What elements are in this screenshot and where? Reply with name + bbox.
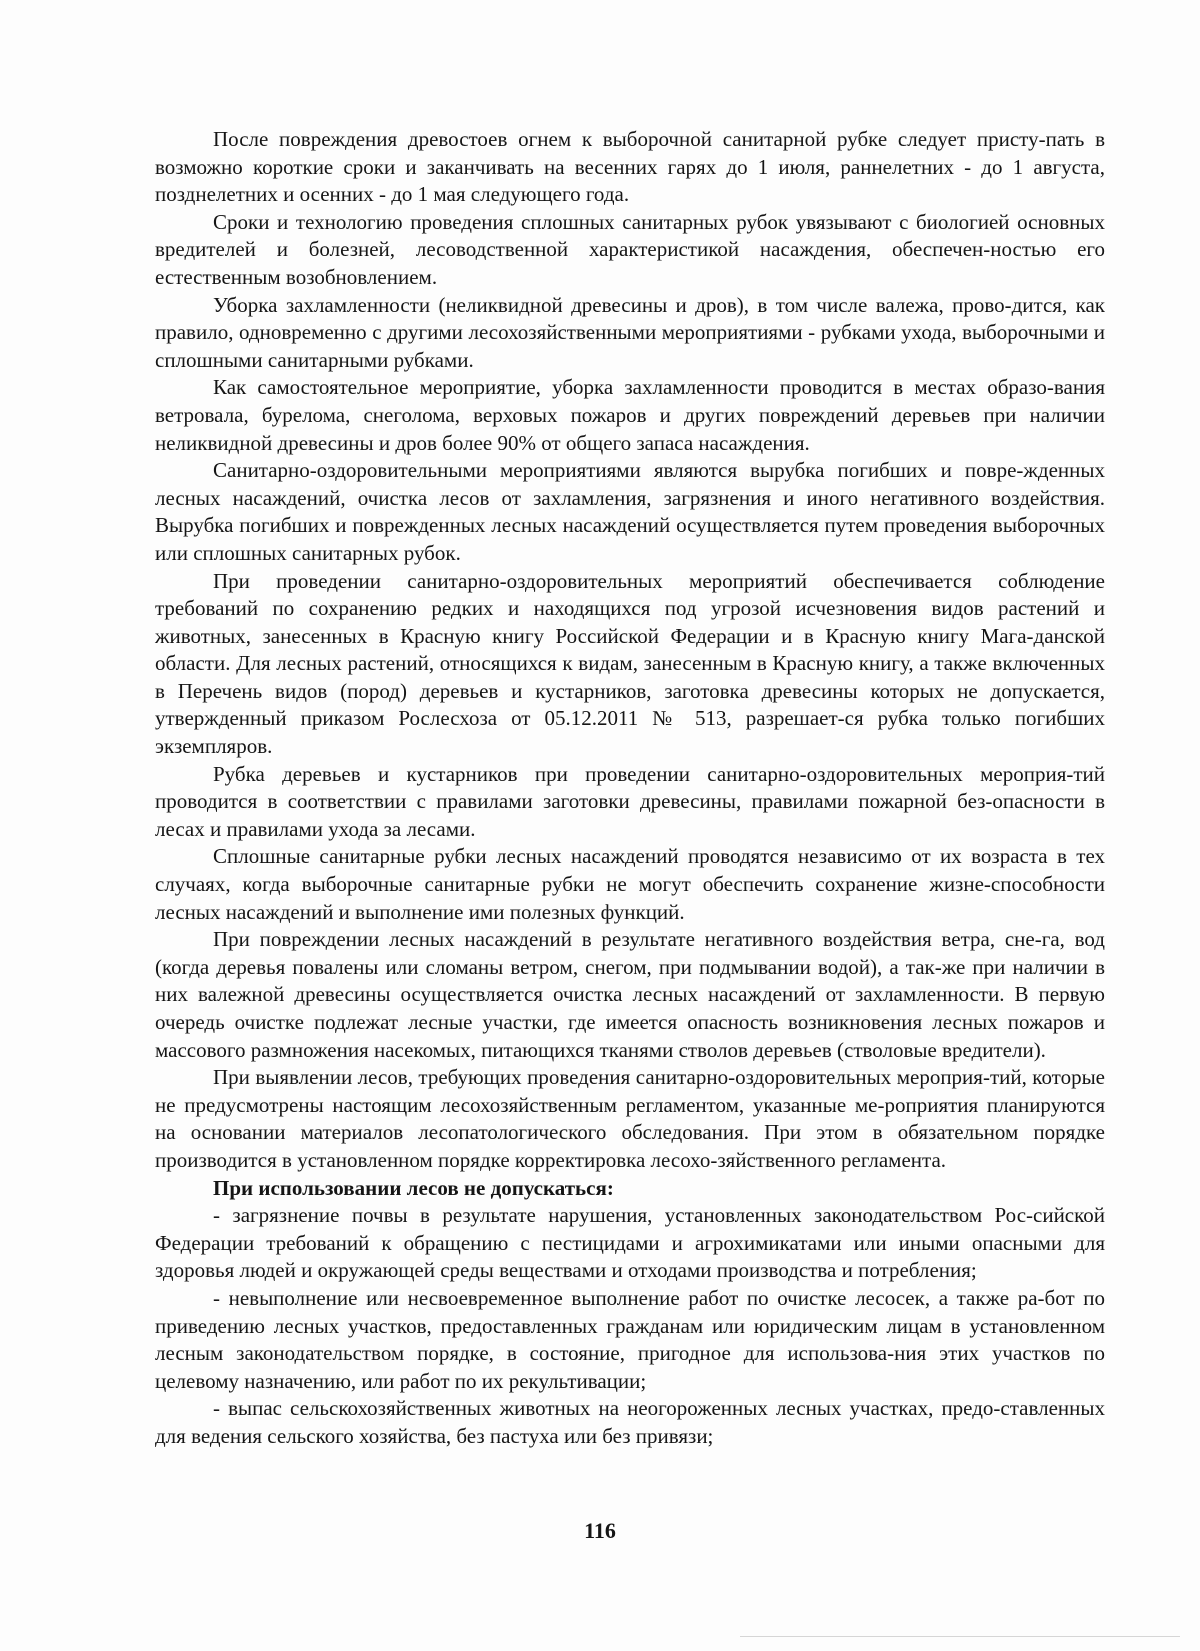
paragraph: Санитарно-оздоровительными мероприятиями являются вырубка погибших и повре-жденных лесных насаждений, очистка лесов от захламления, загрязнения и иного негативного воздействия. Вырубка погибших и поврежденных лесных насаждений осуществляется путем проведения выборочных или сплошных санитарных рубок. xyxy=(155,458,1105,565)
restriction-item: - загрязнение почвы в результате нарушения, установленных законодательством Рос-сийской Федерации требований к обращению с пестицидами и агрохимикатами или иными опасными для здоровья людей и окружающей среды веществами и отходами производства и потребления; xyxy=(155,1203,1105,1283)
document-body xyxy=(155,126,1105,1451)
restriction-item: - выпас сельскохозяйственных животных на неогороженных лесных участках, предо-ставленных для ведения сельского хозяйства, без пастуха или без привязи; xyxy=(155,1396,1105,1448)
page-number: 116 xyxy=(584,1518,616,1543)
paragraph: Сроки и технологию проведения сплошных санитарных рубок увязывают с биологией основных вредителей и болезней, лесоводственной характеристикой насаждения, обеспечен-ностью его естественным возобновлением. xyxy=(155,209,1105,289)
paragraph: При проведении санитарно-оздоровительных мероприятий обеспечивается соблюдение требований по сохранению редких и находящихся под угрозой исчезновения видов растений и животных, занесенных в Красную книгу Российской Федерации и в Красную книгу Мага-данской области. Для лесных растений, относящихся к видам, занесенным в Красную книгу, а также включенных в Перечень видов (пород) деревьев и кустарников, заготовка древесины которых не допускается, утвержденный приказом Рослесхоза от 05.12.2011 № 513, разрешает-ся рубка только погибших экземпляров. xyxy=(155,568,1105,759)
paragraph: Рубка деревьев и кустарников при проведении санитарно-оздоровительных мероприя-тий проводится в соответствии с правилами заготовки древесины, правилами пожарной без-опасности в лесах и правилами ухода за лесами. xyxy=(155,761,1105,841)
paragraph: После повреждения древостоев огнем к выборочной санитарной рубке следует присту-пать в возможно короткие сроки и заканчивать на весенних гарях до 1 июля, раннелетних - до 1 августа, позднелетних и осенних - до 1 мая следующего года. xyxy=(155,127,1105,207)
paragraph: При выявлении лесов, требующих проведения санитарно-оздоровительных мероприя-тий, которые не предусмотрены настоящим лесохозяйственным регламентом, указанные ме-роприятия планируются на основании материалов лесопатологического обследования. При этом в обязательном порядке производится в установленном порядке корректировка лесохо-зяйственного регламента. xyxy=(155,1065,1105,1172)
paragraph: Уборка захламленности (неликвидной древесины и дров), в том числе валежа, прово-дится, как правило, одновременно с другими лесохозяйственными мероприятиями - рубками ухода, выборочными и сплошными санитарными рубками. xyxy=(155,292,1105,372)
paragraph: Сплошные санитарные рубки лесных насаждений проводятся независимо от их возраста в тех случаях, когда выборочные санитарные рубки не могут обеспечить сохранение жизне-способности лесных насаждений и выполнение ими полезных функций. xyxy=(155,844,1105,924)
restrictions-heading: При использовании лесов не допускаться: xyxy=(213,1175,614,1200)
restriction-item: - невыполнение или несвоевременное выполнение работ по очистке лесосек, а также ра-бот по приведению лесных участков, предоставленных гражданам или юридическим лицам в установленном лесным законодательством порядке, в состояние, пригодное для использова-ния этих участков по целевому назначению, или работ по их рекультивации; xyxy=(155,1285,1105,1393)
scan-edge-divider xyxy=(740,1636,1180,1637)
paragraph: При повреждении лесных насаждений в результате негативного воздействия ветра, сне-га, вод (когда деревья повалены или сломаны ветром, снегом, при подмывании водой), а так-же при наличии в них валежной древесины осуществляется очистка лесных насаждений от захламленности. В первую очередь очистке подлежат лесные участки, где имеется опасность возникновения лесных пожаров и массового размножения насекомых, питающихся тканями стволов деревьев (стволовые вредители). xyxy=(155,927,1105,1062)
paragraph: Как самостоятельное мероприятие, уборка захламленности проводится в местах образо-вания ветровала, бурелома, снеголома, верховых пожаров и других повреждений деревьев при наличии неликвидной древесины и дров более 90% от общего запаса насаждения. xyxy=(155,375,1105,455)
